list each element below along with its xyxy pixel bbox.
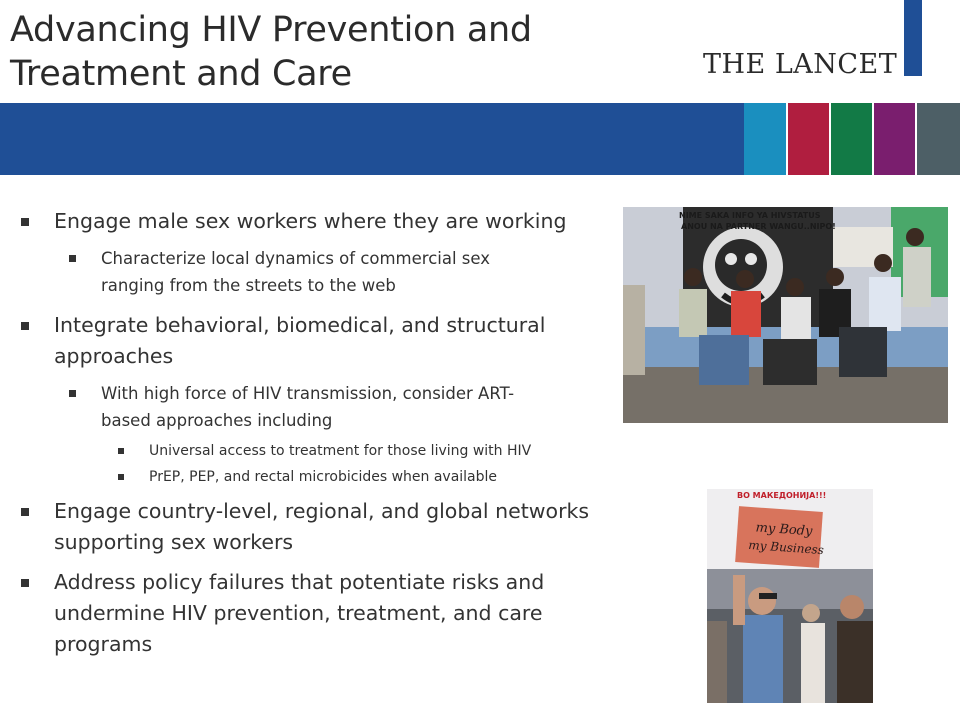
swatch-slate [916, 103, 960, 175]
swatch-green [830, 103, 873, 175]
bullet-item: Characterize local dynamics of commercial sex ranging from the streets to the web [101, 249, 491, 295]
bullet-marker [21, 322, 29, 330]
swatch-purple [873, 103, 916, 175]
title-line-1: Advancing HIV Prevention and [10, 10, 532, 50]
lancet-logo: THE LANCET [703, 49, 898, 80]
photo2-sign-line1: my Body [755, 520, 813, 540]
bullet-item: Address policy failures that potentiate risks and undermine HIV prevention, treatment, and care programs [54, 570, 545, 656]
bullet-marker [21, 218, 29, 226]
bullet-item: Engage male sex workers where they are working [54, 209, 567, 233]
bullet-item: With high force of HIV transmission, consider ART- based approaches including [101, 384, 515, 430]
slide-title [10, 8, 650, 96]
title-line-2: Treatment and Care [10, 54, 352, 94]
bullet-marker [21, 579, 29, 587]
swatch-divider [915, 103, 917, 175]
bullet-item: PrEP, PEP, and rectal microbicides when available [149, 469, 498, 485]
swatch-divider [786, 103, 788, 175]
bullet-marker [69, 390, 76, 397]
photo2-banner-text: ВО МАКЕДОНИЈА!!! [737, 491, 827, 500]
swatch-crimson [787, 103, 830, 175]
swatch-divider [829, 103, 831, 175]
bullet-marker [21, 508, 29, 516]
swatch-cyan [744, 103, 787, 175]
photo-group-meeting [623, 207, 948, 423]
bullet-item: Engage country-level, regional, and global networks supporting sex workers [54, 499, 590, 554]
photo2-sign-line2: my Business [747, 537, 825, 558]
bullet-marker [69, 255, 76, 262]
swatch-divider [872, 103, 874, 175]
photo1-sign-line1: NIME SAKA INFO YA HIVSTATUS [679, 211, 821, 220]
bullet-marker [118, 448, 124, 454]
bullet-item: Universal access to treatment for those living with HIV [149, 443, 532, 459]
bullet-item: Integrate behavioral, biomedical, and structural approaches [54, 313, 546, 368]
photo-protest [707, 489, 873, 703]
logo-accent-bar [904, 0, 922, 76]
photo1-sign-line2: ANOU NA PARTNER WANGU..NIPO! [681, 222, 836, 231]
bullet-marker [118, 474, 124, 480]
